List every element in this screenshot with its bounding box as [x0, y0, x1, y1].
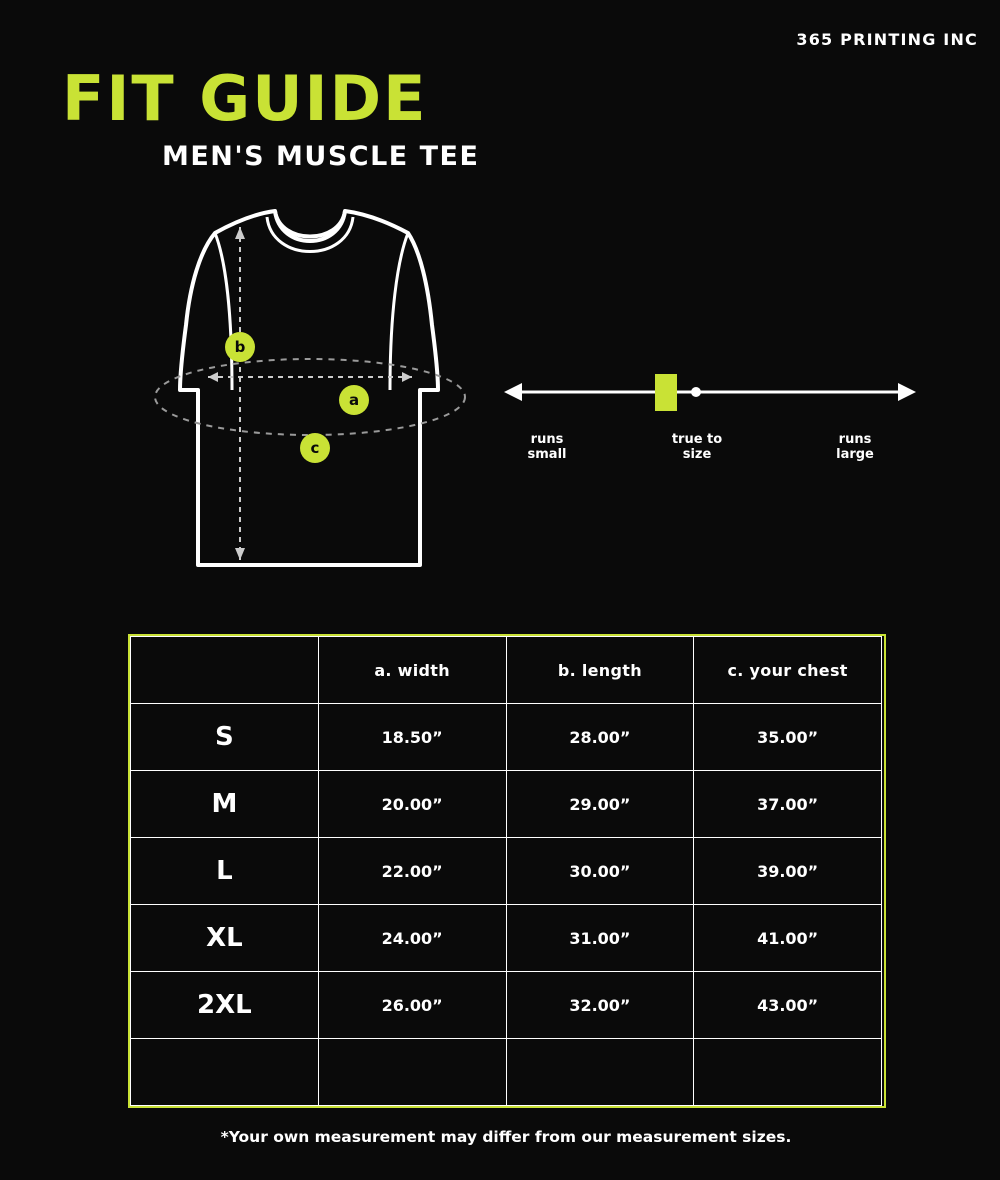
- row-chest: [694, 1039, 882, 1106]
- page-subtitle: MEN'S MUSCLE TEE: [162, 141, 480, 172]
- row-chest: 37.00”: [694, 771, 882, 838]
- row-chest: 35.00”: [694, 704, 882, 771]
- row-length: 32.00”: [506, 972, 694, 1039]
- table-header-row: [131, 637, 882, 704]
- row-size: XL: [131, 905, 319, 972]
- row-length: [506, 1039, 694, 1106]
- row-chest: 41.00”: [694, 905, 882, 972]
- table-row: [131, 838, 882, 905]
- row-length: 31.00”: [506, 905, 694, 972]
- row-width: 22.00”: [318, 838, 506, 905]
- footnote: *Your own measurement may differ from our measurement sizes.: [220, 1128, 792, 1146]
- table-row: [131, 771, 882, 838]
- scale-label-runs-small: runs small: [527, 432, 567, 462]
- table-header-chest: c. your chest: [694, 637, 882, 704]
- row-width: 20.00”: [318, 771, 506, 838]
- table-row: [131, 972, 882, 1039]
- badge-c: c: [300, 433, 330, 463]
- row-size: 2XL: [131, 972, 319, 1039]
- size-table: [130, 636, 882, 1106]
- size-table-wrapper: [130, 636, 882, 1146]
- badge-b: b: [225, 332, 255, 362]
- row-length: 30.00”: [506, 838, 694, 905]
- brand-label: 365 PRINTING INC: [796, 30, 978, 49]
- row-width: 18.50”: [318, 704, 506, 771]
- row-size: S: [131, 704, 319, 771]
- row-width: 24.00”: [318, 905, 506, 972]
- shirt-diagram: [120, 205, 500, 605]
- table-row: [131, 1039, 882, 1106]
- row-size: [131, 1039, 319, 1106]
- row-chest: 43.00”: [694, 972, 882, 1039]
- scale-label-true-to-size: true to size: [671, 432, 723, 462]
- row-chest: 39.00”: [694, 838, 882, 905]
- table-header-length: b. length: [506, 637, 694, 704]
- fit-scale-dot: [691, 387, 701, 397]
- fit-scale: [500, 360, 920, 480]
- row-width: [318, 1039, 506, 1106]
- table-row: [131, 704, 882, 771]
- row-length: 29.00”: [506, 771, 694, 838]
- row-length: 28.00”: [506, 704, 694, 771]
- badge-a: a: [339, 385, 369, 415]
- fit-scale-svg: [500, 360, 920, 430]
- page-title: FIT GUIDE: [62, 62, 428, 135]
- row-size: L: [131, 838, 319, 905]
- fit-scale-marker: [655, 374, 677, 411]
- row-size: M: [131, 771, 319, 838]
- table-header-blank: [131, 637, 319, 704]
- table-row: [131, 905, 882, 972]
- shirt-svg: [120, 205, 500, 605]
- table-header-width: a. width: [318, 637, 506, 704]
- title-block: [62, 62, 480, 172]
- scale-label-runs-large: runs large: [836, 432, 874, 462]
- row-width: 26.00”: [318, 972, 506, 1039]
